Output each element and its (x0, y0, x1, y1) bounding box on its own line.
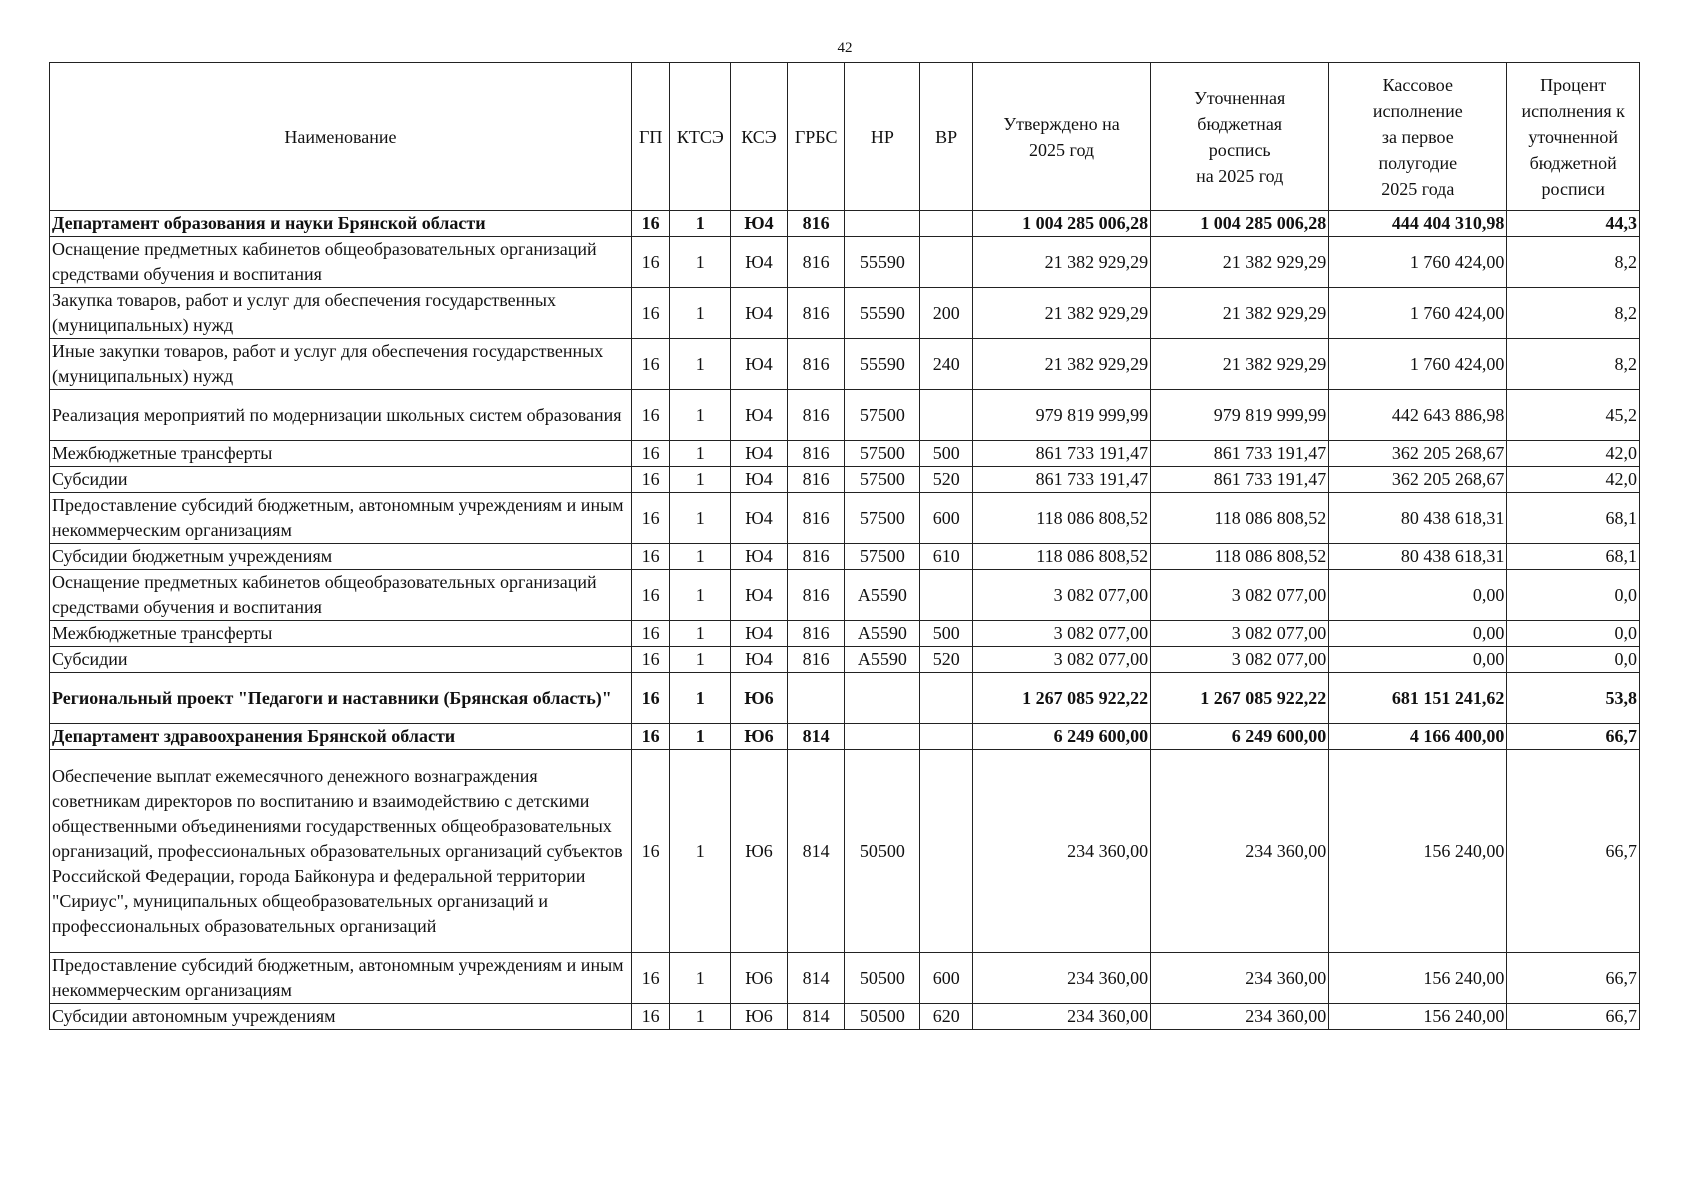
cell-ktse: 1 (670, 493, 731, 544)
cell-vr: 600 (920, 493, 973, 544)
cell-refined: 1 004 285 006,28 (1151, 211, 1329, 237)
cell-vr (920, 673, 973, 724)
cell-refined: 118 086 808,52 (1151, 493, 1329, 544)
cell-approved: 118 086 808,52 (973, 544, 1151, 570)
cell-grbs: 816 (787, 339, 845, 390)
cell-vr (920, 570, 973, 621)
cell-cash: 80 438 618,31 (1329, 493, 1507, 544)
table-header-row (50, 63, 1640, 211)
cell-kse: Ю4 (731, 390, 788, 441)
cell-kse: Ю6 (731, 724, 788, 750)
header-gp: ГП (631, 63, 669, 211)
cell-name: Межбюджетные трансферты (50, 621, 632, 647)
cell-ktse: 1 (670, 1004, 731, 1030)
cell-percent: 8,2 (1507, 237, 1640, 288)
cell-approved: 234 360,00 (973, 750, 1151, 953)
cell-ktse: 1 (670, 570, 731, 621)
cell-ktse: 1 (670, 467, 731, 493)
cell-ktse: 1 (670, 621, 731, 647)
cell-gp: 16 (631, 724, 669, 750)
cell-np: 50500 (845, 1004, 920, 1030)
cell-percent: 42,0 (1507, 441, 1640, 467)
cell-kse: Ю6 (731, 1004, 788, 1030)
cell-cash: 4 166 400,00 (1329, 724, 1507, 750)
cell-kse: Ю6 (731, 750, 788, 953)
cell-percent: 68,1 (1507, 544, 1640, 570)
cell-vr: 500 (920, 441, 973, 467)
cell-refined: 234 360,00 (1151, 750, 1329, 953)
cell-kse: Ю4 (731, 467, 788, 493)
cell-percent: 66,7 (1507, 1004, 1640, 1030)
cell-vr: 240 (920, 339, 973, 390)
cell-gp: 16 (631, 288, 669, 339)
cell-refined: 3 082 077,00 (1151, 621, 1329, 647)
cell-refined: 118 086 808,52 (1151, 544, 1329, 570)
cell-grbs: 814 (787, 750, 845, 953)
cell-gp: 16 (631, 211, 669, 237)
cell-gp: 16 (631, 621, 669, 647)
cell-grbs (787, 673, 845, 724)
cell-np: 57500 (845, 441, 920, 467)
cell-grbs: 816 (787, 647, 845, 673)
table-row (50, 1004, 1640, 1030)
cell-kse: Ю6 (731, 673, 788, 724)
cell-gp: 16 (631, 467, 669, 493)
cell-ktse: 1 (670, 211, 731, 237)
cell-cash: 156 240,00 (1329, 750, 1507, 953)
cell-kse: Ю4 (731, 288, 788, 339)
cell-grbs: 816 (787, 493, 845, 544)
cell-cash: 444 404 310,98 (1329, 211, 1507, 237)
cell-cash: 80 438 618,31 (1329, 544, 1507, 570)
cell-approved: 979 819 999,99 (973, 390, 1151, 441)
cell-ktse: 1 (670, 288, 731, 339)
cell-ktse: 1 (670, 750, 731, 953)
cell-np: А5590 (845, 621, 920, 647)
cell-approved: 861 733 191,47 (973, 441, 1151, 467)
cell-approved: 1 267 085 922,22 (973, 673, 1151, 724)
cell-np (845, 211, 920, 237)
header-refined: Уточненная бюджетная роспись на 2025 год (1151, 63, 1329, 211)
cell-refined: 861 733 191,47 (1151, 467, 1329, 493)
cell-grbs: 814 (787, 953, 845, 1004)
cell-name: Закупка товаров, работ и услуг для обеспечения государственных (муниципальных) нужд (50, 288, 632, 339)
table-row (50, 621, 1640, 647)
cell-refined: 979 819 999,99 (1151, 390, 1329, 441)
cell-refined: 861 733 191,47 (1151, 441, 1329, 467)
cell-refined: 21 382 929,29 (1151, 288, 1329, 339)
cell-approved: 3 082 077,00 (973, 570, 1151, 621)
cell-gp: 16 (631, 647, 669, 673)
cell-name: Субсидии автономным учреждениям (50, 1004, 632, 1030)
cell-name: Реализация мероприятий по модернизации школьных систем образования (50, 390, 632, 441)
cell-cash: 156 240,00 (1329, 1004, 1507, 1030)
header-ktse: КТСЭ (670, 63, 731, 211)
cell-grbs: 816 (787, 570, 845, 621)
header-cash: Кассовое исполнение за первое полугодие 2025 года (1329, 63, 1507, 211)
cell-percent: 66,7 (1507, 750, 1640, 953)
cell-gp: 16 (631, 1004, 669, 1030)
table-row (50, 647, 1640, 673)
cell-refined: 234 360,00 (1151, 953, 1329, 1004)
cell-np: 57500 (845, 467, 920, 493)
cell-cash: 0,00 (1329, 570, 1507, 621)
cell-np: 50500 (845, 750, 920, 953)
table-row (50, 390, 1640, 441)
cell-kse: Ю4 (731, 570, 788, 621)
cell-ktse: 1 (670, 673, 731, 724)
table-row (50, 288, 1640, 339)
cell-vr: 520 (920, 647, 973, 673)
cell-grbs: 816 (787, 467, 845, 493)
cell-np (845, 724, 920, 750)
cell-ktse: 1 (670, 390, 731, 441)
cell-approved: 6 249 600,00 (973, 724, 1151, 750)
cell-approved: 21 382 929,29 (973, 288, 1151, 339)
cell-approved: 234 360,00 (973, 953, 1151, 1004)
header-np: НР (845, 63, 920, 211)
cell-refined: 3 082 077,00 (1151, 570, 1329, 621)
cell-np: А5590 (845, 570, 920, 621)
cell-percent: 0,0 (1507, 570, 1640, 621)
cell-np (845, 673, 920, 724)
cell-percent: 42,0 (1507, 467, 1640, 493)
cell-name: Субсидии (50, 647, 632, 673)
header-vr: ВР (920, 63, 973, 211)
cell-vr (920, 724, 973, 750)
cell-cash: 1 760 424,00 (1329, 237, 1507, 288)
cell-refined: 21 382 929,29 (1151, 339, 1329, 390)
cell-refined: 3 082 077,00 (1151, 647, 1329, 673)
cell-percent: 44,3 (1507, 211, 1640, 237)
cell-cash: 1 760 424,00 (1329, 288, 1507, 339)
cell-name: Предоставление субсидий бюджетным, автономным учреждениям и иным некоммерческим организациям (50, 953, 632, 1004)
cell-grbs: 814 (787, 1004, 845, 1030)
cell-grbs: 816 (787, 441, 845, 467)
cell-np: 57500 (845, 390, 920, 441)
cell-percent: 8,2 (1507, 288, 1640, 339)
cell-np: 55590 (845, 288, 920, 339)
cell-gp: 16 (631, 570, 669, 621)
cell-gp: 16 (631, 390, 669, 441)
cell-kse: Ю4 (731, 621, 788, 647)
cell-vr: 600 (920, 953, 973, 1004)
cell-kse: Ю4 (731, 647, 788, 673)
header-grbs: ГРБС (787, 63, 845, 211)
table-row (50, 673, 1640, 724)
cell-name: Оснащение предметных кабинетов общеобразовательных организаций средствами обучения и воспитания (50, 237, 632, 288)
cell-cash: 1 760 424,00 (1329, 339, 1507, 390)
table-row (50, 724, 1640, 750)
cell-percent: 66,7 (1507, 953, 1640, 1004)
cell-percent: 68,1 (1507, 493, 1640, 544)
table-row (50, 570, 1640, 621)
cell-np: 57500 (845, 544, 920, 570)
cell-gp: 16 (631, 339, 669, 390)
cell-percent: 0,0 (1507, 647, 1640, 673)
cell-kse: Ю4 (731, 493, 788, 544)
cell-percent: 8,2 (1507, 339, 1640, 390)
cell-approved: 861 733 191,47 (973, 467, 1151, 493)
cell-kse: Ю4 (731, 237, 788, 288)
cell-approved: 3 082 077,00 (973, 621, 1151, 647)
cell-np: А5590 (845, 647, 920, 673)
cell-name: Региональный проект "Педагоги и наставники (Брянская область)" (50, 673, 632, 724)
cell-np: 55590 (845, 237, 920, 288)
table-row (50, 211, 1640, 237)
cell-approved: 118 086 808,52 (973, 493, 1151, 544)
header-percent: Процент исполнения к уточненной бюджетной росписи (1507, 63, 1640, 211)
page-number: 42 (837, 40, 853, 56)
cell-gp: 16 (631, 441, 669, 467)
cell-name: Межбюджетные трансферты (50, 441, 632, 467)
cell-ktse: 1 (670, 724, 731, 750)
cell-gp: 16 (631, 673, 669, 724)
cell-vr: 620 (920, 1004, 973, 1030)
cell-np: 57500 (845, 493, 920, 544)
cell-gp: 16 (631, 237, 669, 288)
cell-name: Иные закупки товаров, работ и услуг для обеспечения государственных (муниципальных) нужд (50, 339, 632, 390)
table-row (50, 493, 1640, 544)
cell-cash: 362 205 268,67 (1329, 441, 1507, 467)
cell-grbs: 816 (787, 621, 845, 647)
cell-ktse: 1 (670, 339, 731, 390)
header-approved: Утверждено на 2025 год (973, 63, 1151, 211)
cell-name: Департамент здравоохранения Брянской области (50, 724, 632, 750)
cell-cash: 362 205 268,67 (1329, 467, 1507, 493)
cell-name: Субсидии (50, 467, 632, 493)
cell-percent: 0,0 (1507, 621, 1640, 647)
cell-vr (920, 237, 973, 288)
table-row (50, 237, 1640, 288)
cell-cash: 442 643 886,98 (1329, 390, 1507, 441)
cell-np: 50500 (845, 953, 920, 1004)
cell-ktse: 1 (670, 441, 731, 467)
cell-name: Оснащение предметных кабинетов общеобразовательных организаций средствами обучения и воспитания (50, 570, 632, 621)
cell-approved: 21 382 929,29 (973, 237, 1151, 288)
cell-gp: 16 (631, 953, 669, 1004)
cell-approved: 1 004 285 006,28 (973, 211, 1151, 237)
cell-np: 55590 (845, 339, 920, 390)
cell-vr: 520 (920, 467, 973, 493)
cell-vr (920, 390, 973, 441)
cell-kse: Ю4 (731, 441, 788, 467)
cell-name: Субсидии бюджетным учреждениям (50, 544, 632, 570)
cell-percent: 53,8 (1507, 673, 1640, 724)
table-row (50, 339, 1640, 390)
budget-execution-table (49, 62, 1640, 1030)
cell-gp: 16 (631, 544, 669, 570)
table-row (50, 544, 1640, 570)
cell-ktse: 1 (670, 647, 731, 673)
cell-kse: Ю4 (731, 544, 788, 570)
table-row (50, 750, 1640, 953)
cell-grbs: 816 (787, 544, 845, 570)
table-body (50, 211, 1640, 1030)
cell-cash: 681 151 241,62 (1329, 673, 1507, 724)
cell-kse: Ю6 (731, 953, 788, 1004)
cell-grbs: 816 (787, 237, 845, 288)
cell-vr: 500 (920, 621, 973, 647)
cell-refined: 6 249 600,00 (1151, 724, 1329, 750)
cell-vr: 200 (920, 288, 973, 339)
cell-cash: 156 240,00 (1329, 953, 1507, 1004)
cell-name: Обеспечение выплат ежемесячного денежного вознаграждения советникам директоров по воспитанию и взаимодействию с детскими общественными объединениями государственных общеобразовательных организаций, профессиональных образовательных организаций субъектов Российской Федерации, города Байконура и федеральной территории "Сириус", муниципальных общеобразовательных организаций и профессиональных образовательных организаций (50, 750, 632, 953)
cell-vr: 610 (920, 544, 973, 570)
cell-vr (920, 750, 973, 953)
cell-gp: 16 (631, 493, 669, 544)
table-row (50, 467, 1640, 493)
header-name: Наименование (50, 63, 632, 211)
header-kse: КСЭ (731, 63, 788, 211)
cell-gp: 16 (631, 750, 669, 953)
cell-kse: Ю4 (731, 339, 788, 390)
cell-percent: 66,7 (1507, 724, 1640, 750)
table-row (50, 441, 1640, 467)
table-row (50, 953, 1640, 1004)
cell-refined: 234 360,00 (1151, 1004, 1329, 1030)
cell-approved: 21 382 929,29 (973, 339, 1151, 390)
cell-vr (920, 211, 973, 237)
cell-ktse: 1 (670, 953, 731, 1004)
cell-approved: 3 082 077,00 (973, 647, 1151, 673)
cell-cash: 0,00 (1329, 647, 1507, 673)
cell-name: Предоставление субсидий бюджетным, автономным учреждениям и иным некоммерческим организациям (50, 493, 632, 544)
cell-kse: Ю4 (731, 211, 788, 237)
cell-grbs: 816 (787, 211, 845, 237)
cell-name: Департамент образования и науки Брянской области (50, 211, 632, 237)
cell-approved: 234 360,00 (973, 1004, 1151, 1030)
cell-ktse: 1 (670, 237, 731, 288)
cell-percent: 45,2 (1507, 390, 1640, 441)
cell-ktse: 1 (670, 544, 731, 570)
cell-grbs: 816 (787, 390, 845, 441)
cell-refined: 21 382 929,29 (1151, 237, 1329, 288)
cell-cash: 0,00 (1329, 621, 1507, 647)
cell-grbs: 814 (787, 724, 845, 750)
cell-refined: 1 267 085 922,22 (1151, 673, 1329, 724)
cell-grbs: 816 (787, 288, 845, 339)
